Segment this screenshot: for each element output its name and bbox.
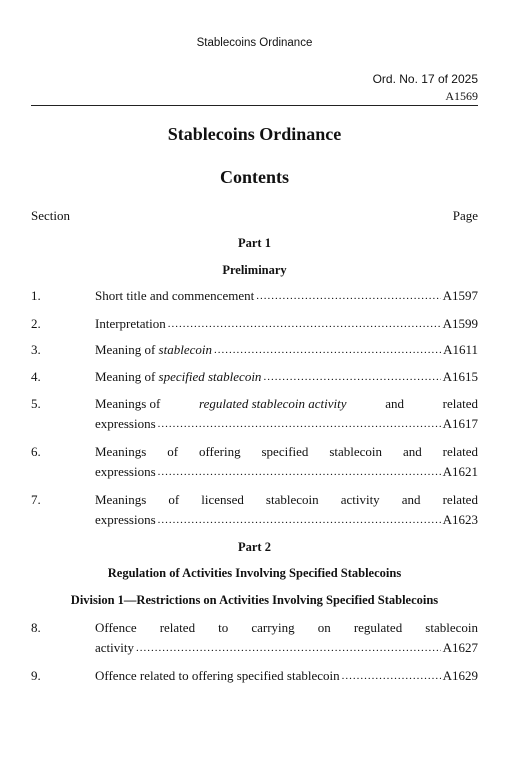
- dot-leader: [168, 318, 441, 330]
- toc-entry[interactable]: [95, 512, 478, 528]
- entry-title: Meaning of stablecoin: [95, 342, 212, 357]
- part-label: Part 2: [238, 540, 271, 554]
- toc-entry[interactable]: [95, 464, 478, 480]
- part-title: Preliminary: [222, 263, 287, 277]
- toc-entry[interactable]: [95, 668, 478, 684]
- dot-leader: [256, 290, 440, 302]
- toc-entry[interactable]: [95, 416, 478, 432]
- toc-entry[interactable]: [95, 288, 478, 304]
- section-column-label: Section: [31, 208, 70, 223]
- entry-title: expressions: [95, 416, 156, 431]
- entry-title: expressions: [95, 464, 156, 479]
- part-label: Part 1: [238, 236, 271, 250]
- section-number: 4.: [31, 369, 41, 384]
- running-header: Stablecoins Ordinance: [196, 37, 313, 49]
- contents-heading: Contents: [219, 167, 289, 187]
- toc-entry[interactable]: [95, 316, 478, 332]
- entry-page: A1599: [442, 316, 478, 331]
- toc-entry[interactable]: [95, 342, 478, 358]
- section-number: 8.: [31, 620, 41, 635]
- entry-title-line: Offence related to carrying on regulated stablecoin: [95, 620, 478, 635]
- ordinance-number: Ord. No. 17 of 2025: [372, 72, 478, 86]
- entry-title: Meaning of specified stablecoin: [95, 369, 262, 384]
- entry-title-line: Meanings of regulated stablecoin activity and related: [95, 396, 478, 411]
- section-number: 7.: [31, 492, 41, 507]
- section-number: 5.: [31, 396, 41, 411]
- dot-leader: [342, 670, 441, 682]
- document-title: Stablecoins Ordinance: [167, 124, 342, 144]
- dot-leader: [214, 344, 441, 356]
- dot-leader: [158, 466, 441, 478]
- toc-entry[interactable]: [95, 369, 478, 385]
- entry-page: A1629: [442, 668, 478, 683]
- section-number: 6.: [31, 444, 41, 459]
- toc-entry[interactable]: [95, 640, 478, 656]
- entry-title: Interpretation: [95, 316, 166, 331]
- entry-title: Offence related to offering specified stablecoin: [95, 668, 340, 683]
- dot-leader: [158, 514, 441, 526]
- entry-page: A1621: [442, 464, 478, 479]
- section-number: 3.: [31, 342, 41, 357]
- entry-title-line: Meanings of licensed stablecoin activity and related: [95, 492, 478, 507]
- page-number: A1569: [445, 89, 478, 103]
- entry-page: A1617: [442, 416, 478, 431]
- entry-page: A1623: [442, 512, 478, 527]
- entry-page: A1611: [443, 342, 478, 357]
- entry-title: activity: [95, 640, 134, 655]
- page-column-label: Page: [452, 208, 478, 223]
- division-title: Division 1—Restrictions on Activities Involving Specified Stablecoins: [70, 593, 439, 607]
- section-number: 9.: [31, 668, 41, 683]
- part-title: Regulation of Activities Involving Specified Stablecoins: [107, 566, 402, 580]
- section-number: 2.: [31, 316, 41, 331]
- dot-leader: [158, 418, 441, 430]
- entry-title: Short title and commencement: [95, 288, 255, 303]
- entry-page: A1627: [442, 640, 478, 655]
- entry-title-line: Meanings of offering specified stablecoin and related: [95, 444, 478, 459]
- dot-leader: [263, 371, 440, 383]
- entry-page: A1615: [442, 369, 478, 384]
- entry-page: A1597: [442, 288, 478, 303]
- dot-leader: [136, 642, 441, 654]
- section-number: 1.: [31, 288, 41, 303]
- entry-title: expressions: [95, 512, 156, 527]
- header-rule: [31, 105, 478, 106]
